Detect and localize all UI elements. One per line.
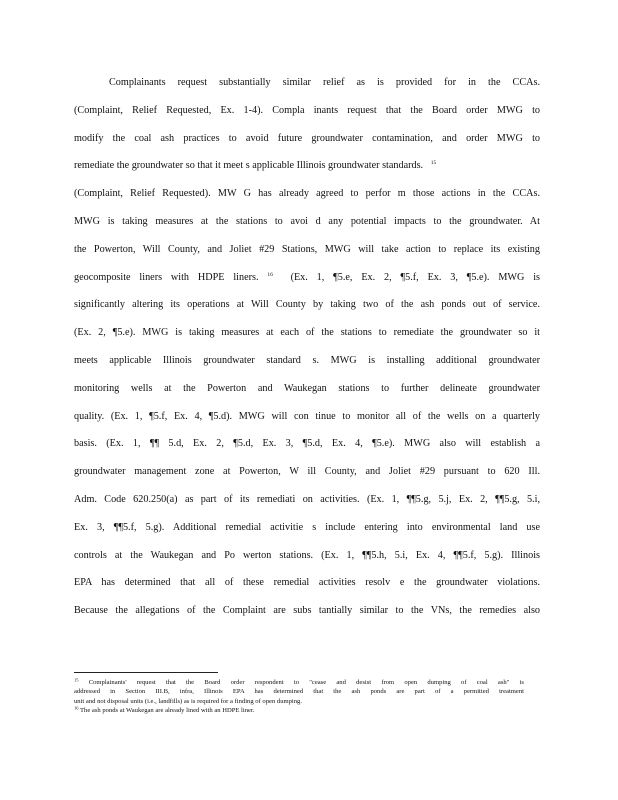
paragraph-line: modify the coal ash practices to avoid future groundwater contamination, and order MWG to [74,132,540,144]
paragraph-line: controls at the Waukegan and Po werton stations. (Ex. 1, ¶¶5.h, 5.i, Ex. 4, ¶¶5.f, 5.g). Illinois [74,549,540,561]
paragraph-line: basis. (Ex. 1, ¶¶ 5.d, Ex. 2, ¶5.d, Ex. 3, ¶5.d, Ex. 4, ¶5.e). MWG also will establish a [74,438,540,450]
footnote-15: $^{15}$ Complainants' request that the Board order respondent to "cease and desist from open dumping of coal ash" is [74,677,524,686]
paragraph-line: remediate the groundwater so that it meet s applicable Illinois groundwater standards. $^{15}$ [74,160,437,172]
footnote-16: $^{16}$ The ash ponds at Waukegan are already lined with an HDPE liner. [74,705,255,715]
paragraph-line: geocomposite liners with HDPE liners. $^{16}$ (Ex. 1, ¶5.e, Ex. 2, ¶5.f, Ex. 3, ¶5.e). MWG is [74,271,540,283]
footnote-15-continued: addressed in Section III.B, infra, Illinois EPA has determined that the ash ponds are part of a permitted treatment [74,688,524,696]
paragraph-line: MWG is taking measures at the stations to avoi d any potential impacts to the groundwater. At [74,215,540,227]
paragraph-line: groundwater management zone at Powerton, W ill County, and Joliet #29 pursuant to 620 Ill. [74,466,540,478]
paragraph-line: Because the allegations of the Complaint are subs tantially similar to the VNs, the remedies also [74,605,540,617]
paragraph-line: Adm. Code 620.250(a) as part of its remediati on activities. (Ex. 1, ¶¶5.g, 5.j, Ex. 2, ¶¶5.g, 5.i, [74,493,540,505]
footnote-separator [74,672,218,673]
paragraph-line: the Powerton, Will County, and Joliet #29 Stations, MWG will take action to replace its existing [74,243,540,255]
paragraph-line: monitoring wells at the Powerton and Waukegan stations to further delineate groundwater [74,382,540,394]
paragraph-line: meets applicable Illinois groundwater standard s. MWG is installing additional groundwater [74,354,540,366]
paragraph-line: significantly altering its operations at Will County by taking two of the ash ponds out of service. [74,299,540,311]
paragraph-line: (Complaint, Relief Requested). MW G has already agreed to perfor m those actions in the CCAs. [74,188,540,200]
footnote-ref-15: 15 [430,160,437,167]
paragraph-line: Complainants request substantially similar relief as is provided for in the CCAs. [109,77,540,88]
footnote-15-continued: unit and not disposal units (i.e., landfills) as is required for a finding of open dumping. [74,697,302,705]
paragraph-line: (Ex. 2, ¶5.e). MWG is taking measures at each of the stations to remediate the groundwater so it [74,327,540,339]
paragraph-line: (Complaint, Relief Requested, Ex. 1-4). Compla inants request that the Board order MWG to [74,104,540,116]
paragraph-line: quality. (Ex. 1, ¶5.f, Ex. 4, ¶5.d). MWG will con tinue to monitor all of the wells on a quarterly [74,410,540,422]
footnote-ref-16: 16 [267,271,273,278]
footnotes [74,678,524,716]
paragraph-line: EPA has determined that all of these remedial activities resolv e the groundwater violations. [74,577,540,589]
paragraph-line: Ex. 3, ¶¶5.f, 5.g). Additional remedial activitie s include entering into environmental land use [74,521,540,533]
footnote-marker: 15 [74,677,79,683]
body-text [74,69,540,625]
footnote-marker: 16 [74,705,79,711]
